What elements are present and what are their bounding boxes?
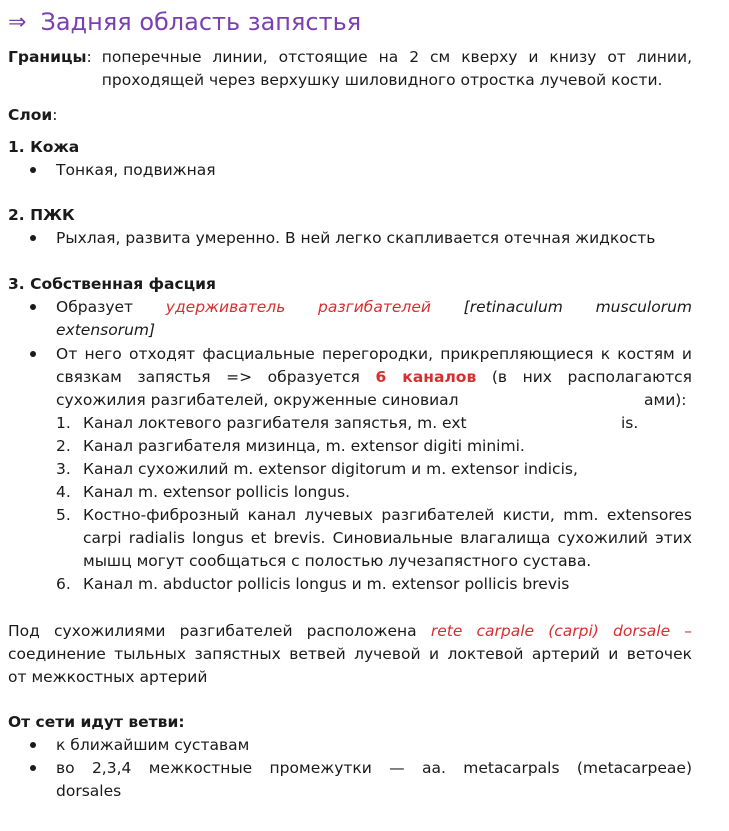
layers-heading-label: Слои xyxy=(8,106,53,124)
channel-line: Канал разгибателя мизинца, m. extensor digiti minimi. xyxy=(83,437,525,455)
rete-paragraph xyxy=(8,620,692,690)
retinaculum-prefix: Образует xyxy=(56,298,134,316)
bullet-dot xyxy=(30,351,36,357)
channel-1-tail: is. xyxy=(621,414,639,432)
channel-line: carpi radialis longus et brevis. Синовиальные влагалища сухожилий этих xyxy=(83,529,692,548)
bullet-dot xyxy=(30,304,36,310)
retinaculum-latin-part-1: [retinaculum musculorum xyxy=(463,298,693,316)
branch-item-joints: к ближайшим суставам xyxy=(56,736,250,754)
branches-heading: От сети идут ветви: xyxy=(8,713,185,731)
six-channels-emphasis: 6 каналов xyxy=(375,368,477,387)
channel-text xyxy=(83,573,692,596)
retinaculum-latin-part-2: extensorum] xyxy=(56,321,156,340)
channel-line: Канал m. extensor pollicis longus. xyxy=(83,483,351,501)
bullet-dot xyxy=(30,235,36,241)
retinaculum-red-term: удерживатель разгибателей xyxy=(165,298,431,316)
page-title-text: Задняя область запястья xyxy=(40,8,362,37)
rete-line-1-before: Под сухожилиями разгибателей расположена xyxy=(8,622,417,640)
section-skin-bullet: Тонкая, подвижная xyxy=(56,161,216,179)
layers-heading-colon: : xyxy=(52,106,58,124)
section-subcutaneous-bullet: Рыхлая, развита умеренно. В ней легко скапливается отечная жидкость xyxy=(56,229,656,247)
channel-line: Канал локтевого разгибателя запястья, m. ext xyxy=(83,414,467,432)
occlusion-patch xyxy=(488,390,618,436)
bullet-dot xyxy=(30,742,36,748)
bullet-dot xyxy=(30,167,36,173)
borders-line-2: проходящей через верхушку шиловидного отростка лучевой кости. xyxy=(101,71,663,90)
septa-line-3-left: сухожилия разгибателей, окруженные синовиал xyxy=(56,391,459,410)
branch-line: во 2,3,4 межкостные промежутки — аа. metacarpals (metacarpeae) xyxy=(56,759,692,777)
borders-line-1: поперечные линии, отстоящие на 2 см кверху и книзу от линии, xyxy=(101,48,692,66)
septa-line-2-before: связкам запястья => образуется xyxy=(56,368,360,387)
septa-line-2 xyxy=(56,366,692,389)
septa-line-3-right: ами): xyxy=(644,391,687,409)
channel-line: Канал сухожилий m. extensor digitorum и m. extensor indicis, xyxy=(83,460,578,478)
list-number: 6. xyxy=(56,575,71,593)
bullet-dot xyxy=(30,765,36,771)
page-title xyxy=(8,6,361,40)
rete-line-1 xyxy=(8,620,692,643)
double-arrow-icon: ⇒ xyxy=(8,10,27,36)
channel-text xyxy=(83,435,692,458)
rete-line-1-dash: – xyxy=(684,622,693,640)
channel-line: Канал m. abductor pollicis longus и m. extensor pollicis brevis xyxy=(83,575,570,593)
list-number: 2. xyxy=(56,437,71,455)
fascia-bullet-retinaculum xyxy=(56,296,692,342)
list-number: 1. xyxy=(56,414,71,432)
section-heading-fascia: 3. Собственная фасция xyxy=(8,275,216,293)
borders-label: Границы xyxy=(8,48,87,66)
channel-item-5 xyxy=(56,504,692,574)
list-number: 5. xyxy=(56,506,71,524)
borders-block xyxy=(8,46,692,92)
channel-item-6 xyxy=(56,573,692,596)
branch-item-interosseous xyxy=(56,757,692,803)
list-number: 4. xyxy=(56,483,71,501)
channel-line: мышц могут сообщаться с полостью лучезапястного сустава. xyxy=(83,552,592,571)
section-heading-skin: 1. Кожа xyxy=(8,138,80,156)
channel-item-2 xyxy=(56,435,692,458)
borders-colon: : xyxy=(86,48,92,66)
rete-line-3: от межкостных артерий xyxy=(8,668,208,687)
channel-item-3 xyxy=(56,458,692,481)
channel-item-4 xyxy=(56,481,692,504)
septa-line-2-after: (в них располагаются xyxy=(491,368,692,387)
channel-text xyxy=(83,481,692,504)
layers-heading xyxy=(8,104,57,127)
borders-text xyxy=(102,46,692,92)
section-heading-subcutaneous: 2. ПЖК xyxy=(8,206,75,224)
channel-line: Костно-фиброзный канал лучевых разгибателей кисти, mm. extensores xyxy=(83,506,692,524)
channel-text xyxy=(83,504,692,574)
rete-carpale-term: rete carpale (carpi) dorsale xyxy=(430,622,671,640)
rete-line-2: соединение тыльных запястных ветвей лучевой и локтевой артерий и веточек xyxy=(8,645,692,664)
branch-line: dorsales xyxy=(56,782,122,801)
retinaculum-line-1 xyxy=(56,296,692,319)
channel-text xyxy=(83,458,692,481)
list-number: 3. xyxy=(56,460,71,478)
septa-line-1: От него отходят фасциальные перегородки, прикрепляющиеся к костям и xyxy=(56,345,692,363)
